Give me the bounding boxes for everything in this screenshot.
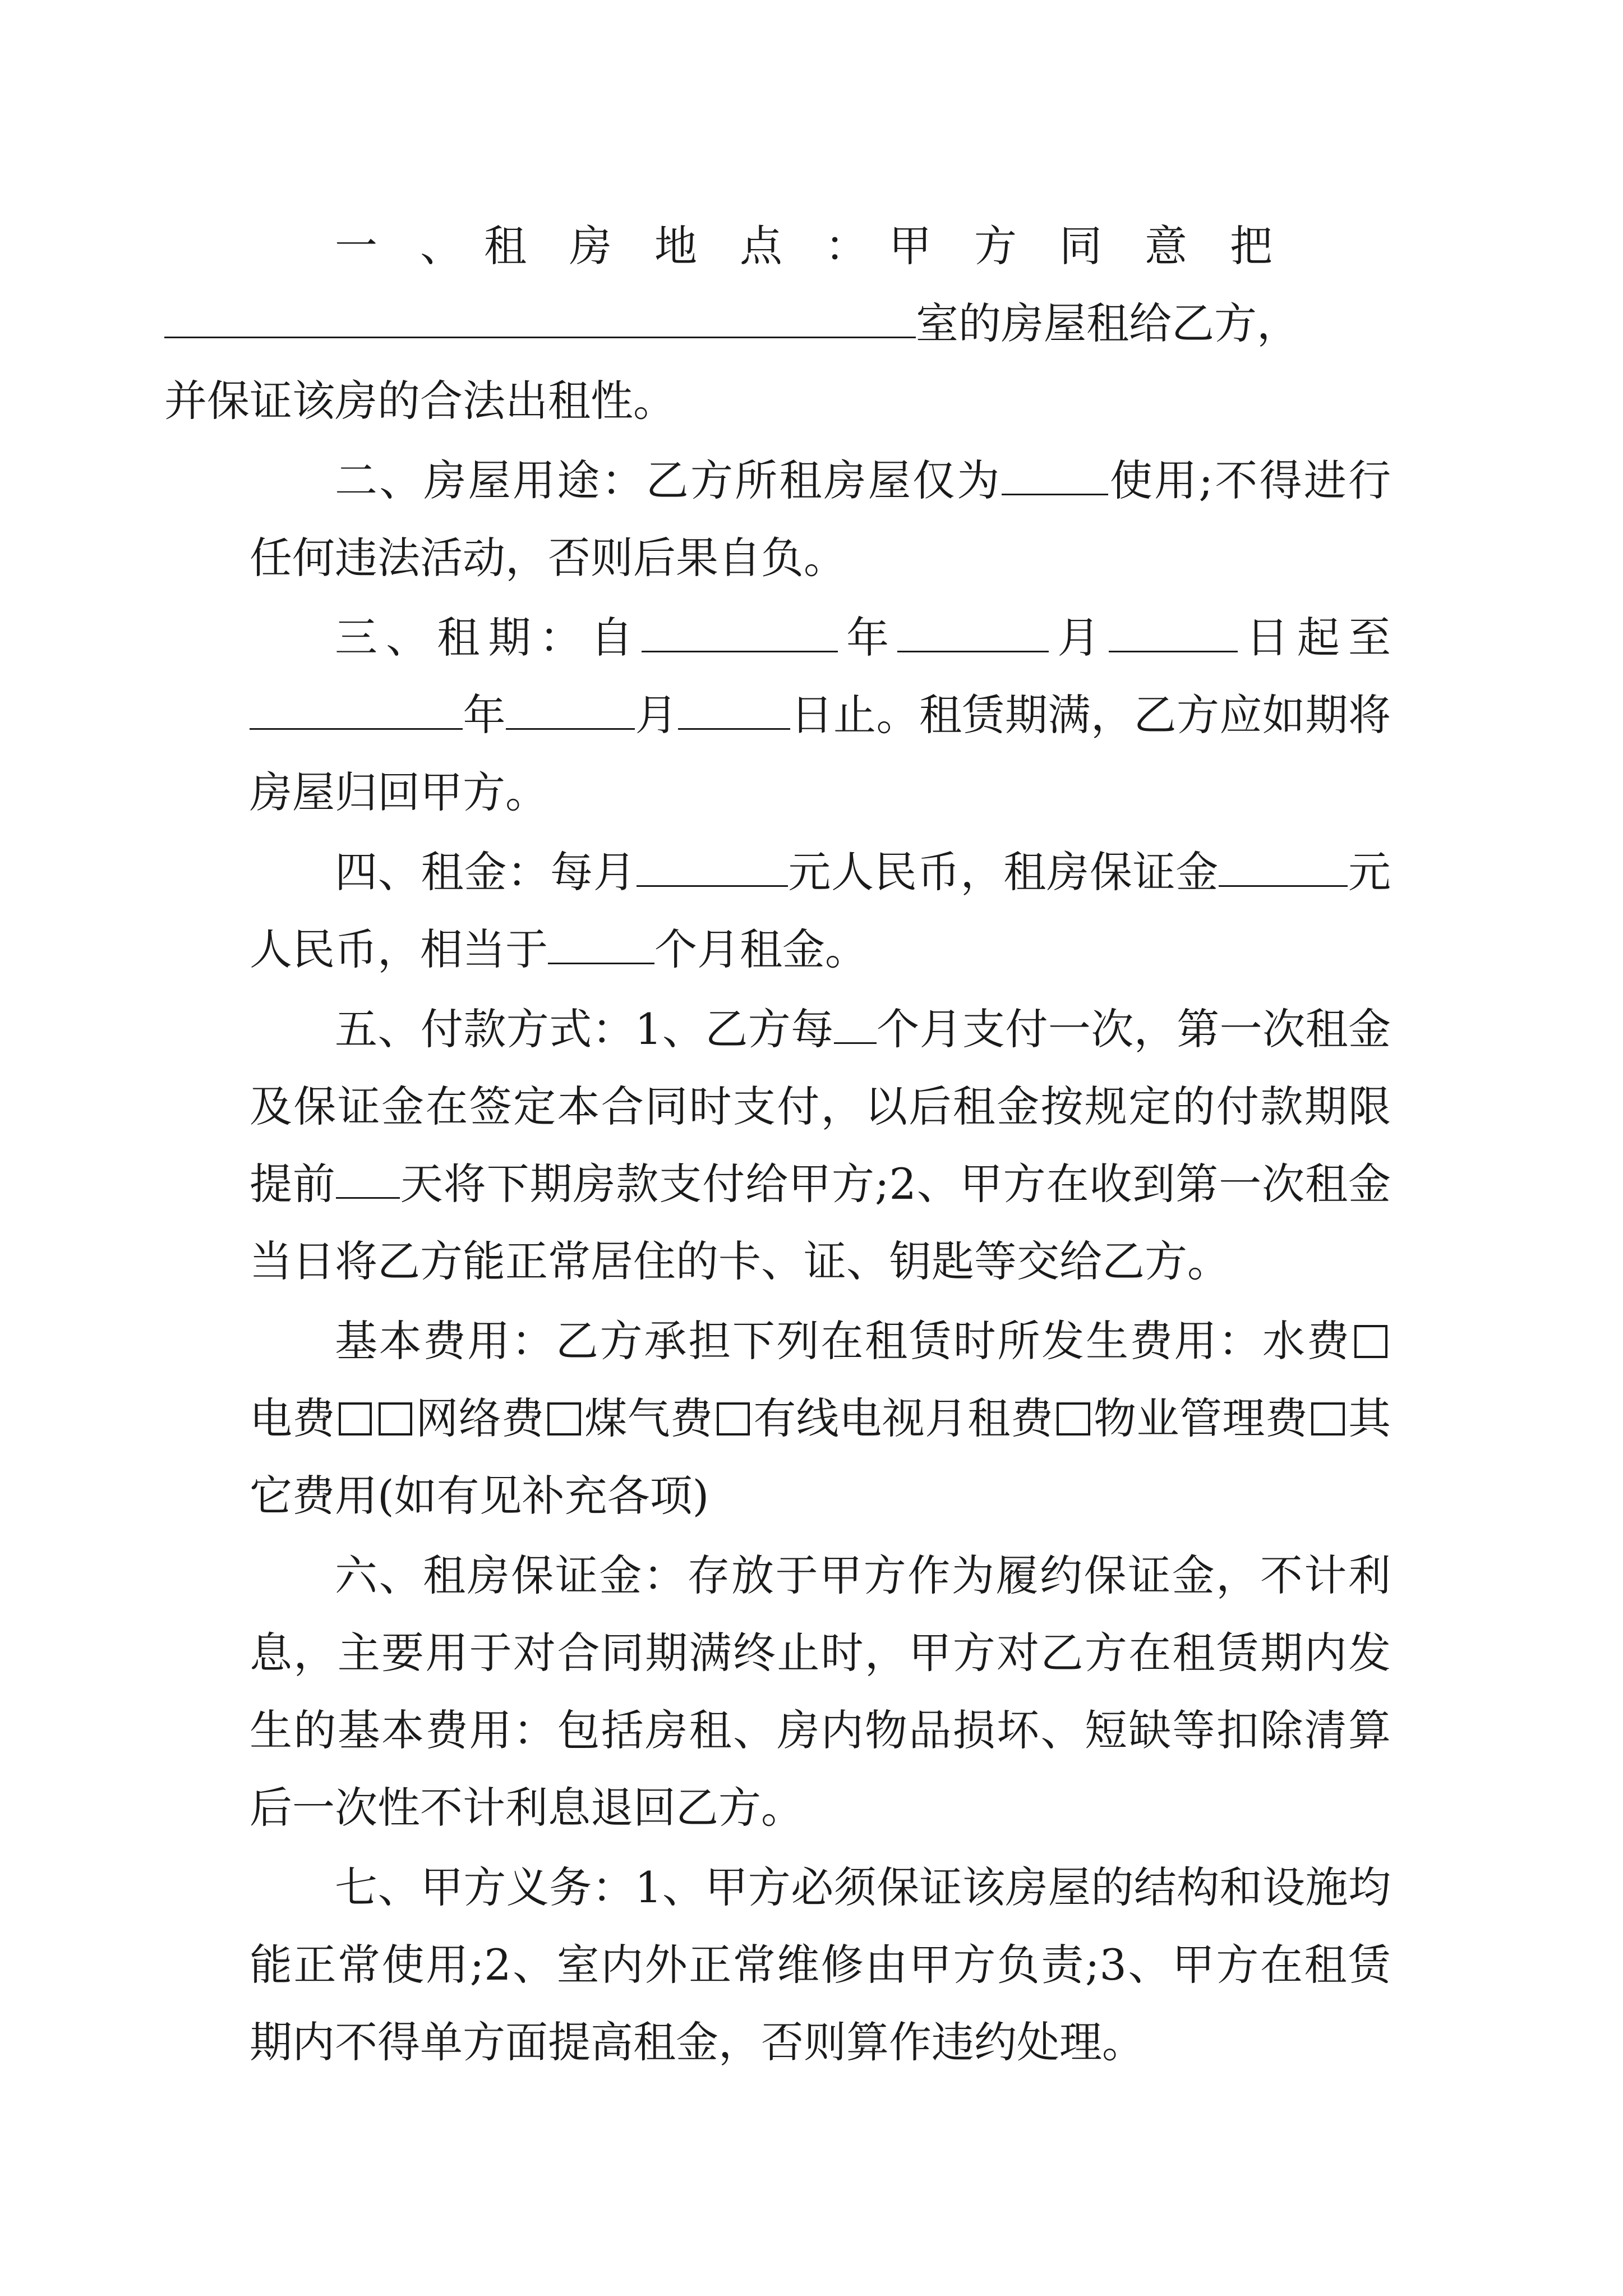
clause-4-p4: 个月租金。 — [654, 924, 868, 974]
start-day-blank[interactable] — [1109, 610, 1238, 652]
clause-3-day2: 日止。租赁期满，乙方应如期将房屋归回甲方。 — [250, 690, 1391, 817]
end-year-blank[interactable] — [250, 688, 463, 730]
deposit-amount-blank[interactable] — [1219, 845, 1348, 887]
network-fee-checkbox[interactable] — [547, 1402, 580, 1435]
clause-rental-location — [164, 208, 1391, 440]
electricity-fee-checkbox[interactable] — [339, 1402, 372, 1435]
fees-p1: 基本费用：乙方承担下列在租赁时所发生费用：水费 — [335, 1316, 1351, 1366]
clause-4-p3: 元人民币，相当于 — [250, 847, 1391, 974]
clause-5-p3: 天将下期房款支付给甲方;2、甲方在收到第一次租金当日将乙方能正常居住的卡、证、钥匙等交给乙方。 — [250, 1159, 1391, 1286]
clause-4-p1: 四、租金：每月 — [335, 847, 637, 897]
clause-3-year1: 年 — [837, 613, 898, 662]
advance-days-blank[interactable] — [336, 1157, 400, 1199]
clause-3-month2: 月 — [635, 690, 678, 740]
clause-lease-term — [250, 599, 1391, 831]
clause-landlord-obligations: 七、甲方义务：1、甲方必须保证该房屋的结构和设施均能正常使用;2、室内外正常维修由甲方负责;3、甲方在租赁期内不得单方面提高租金，否则算作违约处理。 — [250, 1862, 1391, 2067]
clause-2-before: 二、房屋用途：乙方所租房屋仅为 — [335, 455, 1002, 505]
start-month-blank[interactable] — [897, 610, 1049, 652]
monthly-rent-blank[interactable] — [637, 845, 788, 887]
address-blank[interactable] — [164, 296, 916, 338]
clause-5-p1: 五、付款方式：1、乙方每 — [335, 1004, 834, 1054]
extra-fee-checkbox[interactable] — [379, 1402, 412, 1435]
clause-5-p2: 个月支付一次，第一次租金及保证金在签定本合同时支付，以后租金按规定的付款期限提前 — [250, 1004, 1391, 1209]
fees-p3: 网络费 — [415, 1393, 545, 1443]
contract-body — [164, 208, 1391, 2083]
fees-p6: 物业管理费 — [1093, 1393, 1308, 1443]
fees-p2: 电费 — [250, 1393, 335, 1443]
fees-p4: 煤气费 — [584, 1393, 713, 1443]
use-purpose-blank[interactable] — [1002, 453, 1108, 495]
clause-rent — [250, 834, 1391, 988]
gas-fee-checkbox[interactable] — [717, 1402, 750, 1435]
clause-4-p2: 元人民币，租房保证金 — [787, 847, 1219, 897]
end-day-blank[interactable] — [678, 688, 790, 730]
clause-2-after: 使用;不得进行任何违法活动，否则后果自负。 — [250, 455, 1391, 583]
clause-deposit: 六、租房保证金：存放于甲方作为履约保证金，不计利息，主要用于对合同期满终止时，甲方对乙方在租赁期内发生的基本费用：包括房租、房内物品损坏、短缺等扣除清算后一次性不计利息退回乙方。 — [250, 1550, 1391, 1833]
clause-3-start: 三、租期：自 — [335, 613, 642, 662]
end-month-blank[interactable] — [506, 688, 635, 730]
start-year-blank[interactable] — [642, 610, 838, 652]
clause-house-use — [250, 442, 1391, 597]
property-fee-checkbox[interactable] — [1311, 1402, 1344, 1435]
clause-1-after-blank: 室的房屋租给乙方， — [916, 298, 1299, 348]
fees-p7: 其它费用(如有见补充各项) — [250, 1393, 1391, 1521]
deposit-months-blank[interactable] — [548, 922, 654, 964]
clause-3-day1: 日起至 — [1237, 613, 1391, 662]
clause-3-year2: 年 — [463, 690, 506, 740]
water-fee-checkbox[interactable] — [1354, 1325, 1387, 1358]
clause-1-lead: 一 、 租 房 地 点 ： 甲 方 同 意 把 — [335, 221, 1272, 271]
clause-payment-method — [250, 991, 1391, 1300]
fees-p5: 有线电视月租费 — [753, 1393, 1054, 1443]
payment-interval-blank[interactable] — [834, 1002, 877, 1044]
cable-tv-fee-checkbox[interactable] — [1057, 1402, 1090, 1435]
clause-basic-fees — [250, 1303, 1391, 1535]
clause-1-tail: 并保证该房的合法出租性。 — [164, 376, 676, 426]
clause-3-month1: 月 — [1049, 613, 1109, 662]
